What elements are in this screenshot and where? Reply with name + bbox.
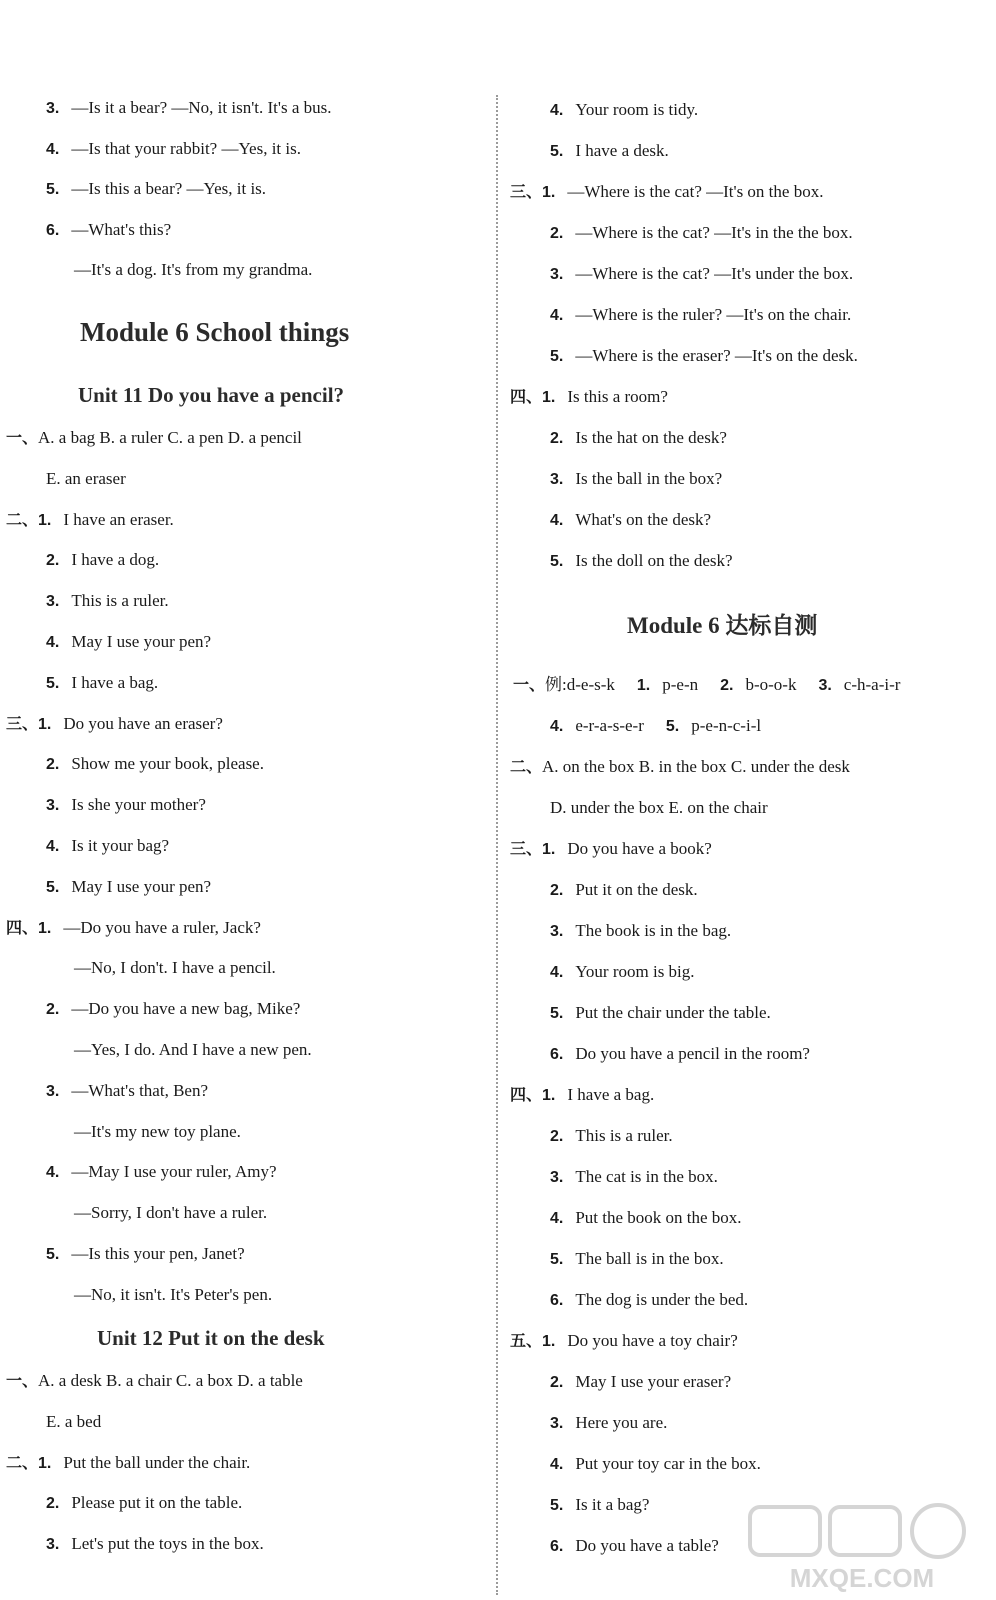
answer-row — [510, 181, 823, 204]
answer-text: —Where is the cat? —It's under the box. — [575, 264, 854, 283]
answer-row — [550, 1002, 771, 1025]
section-marker: 一、 — [6, 1371, 39, 1390]
item-number: 4. — [46, 838, 60, 855]
answer-text: E. a bed — [46, 1411, 102, 1431]
answer-row — [550, 140, 669, 163]
answer-text: —Where is the ruler? —It's on the chair. — [575, 305, 852, 324]
item-number: 1. — [542, 1087, 556, 1104]
answer-row — [550, 509, 711, 532]
answer-text: I have a bag. — [71, 672, 159, 692]
answer-text: —Yes, I do. And I have a new pen. — [74, 1040, 312, 1059]
answer-text: The ball is in the box. — [575, 1249, 724, 1268]
answer-text: Is she your mother? — [71, 795, 206, 815]
answer-row — [550, 1207, 742, 1230]
item-number: 4. — [550, 1210, 564, 1227]
item-number: 5. — [665, 718, 680, 735]
answer-text: —Do you have a ruler, Jack? — [63, 917, 261, 937]
answer-text: —What's this? — [71, 219, 172, 239]
item-number: 3. — [550, 923, 564, 940]
answer-row — [74, 1284, 272, 1306]
answer-row — [74, 1039, 312, 1061]
answer-text: May I use your pen? — [71, 876, 212, 896]
answer-text: Is the ball in the box? — [575, 469, 723, 488]
answer-row — [74, 259, 312, 281]
item-number: 4. — [46, 634, 60, 651]
item-number: 3. — [550, 266, 564, 283]
item-number: 2. — [46, 1001, 60, 1019]
item-number: 3. — [46, 593, 60, 611]
answer-text: I have a bag. — [567, 1085, 655, 1104]
answer-text: Do you have a book? — [567, 839, 712, 858]
answer-text: Do you have a toy chair? — [567, 1331, 738, 1350]
item-number: 3. — [46, 100, 60, 117]
spelled-word: p-e-n-c-i-l — [691, 716, 762, 735]
answer-text: Put the book on the box. — [575, 1208, 742, 1227]
answer-row — [550, 263, 853, 286]
answer-row — [46, 753, 264, 776]
answer-row — [46, 876, 211, 899]
spelled-word: b-o-o-k — [745, 675, 797, 694]
item-number: 4. — [550, 718, 564, 735]
answer-row — [550, 961, 695, 984]
section-marker: 一、 — [513, 675, 546, 694]
answer-row — [550, 99, 698, 122]
answer-row — [550, 427, 727, 450]
spelling-row-2 — [550, 715, 761, 738]
answer-text: —Where is the cat? —It's in the the box. — [575, 223, 853, 242]
answer-text: A. on the box B. in the box C. under the desk — [542, 757, 850, 776]
item-number: 2. — [46, 756, 60, 774]
answer-row — [550, 797, 768, 819]
item-number: 1. — [542, 389, 556, 406]
answer-text: This is a ruler. — [575, 1126, 673, 1145]
answer-row — [510, 1084, 654, 1107]
answer-text: —Is it a bear? —No, it isn't. It's a bus. — [71, 98, 332, 117]
answer-text: Do you have a pencil in the room? — [575, 1044, 810, 1063]
spelled-word: p-e-n — [662, 675, 699, 694]
answer-text: Do you have an eraser? — [63, 713, 223, 733]
item-number: 4. — [46, 140, 60, 158]
item-number: 5. — [550, 1005, 564, 1022]
section-marker: 三、 — [6, 713, 39, 733]
test-title: Module 6 达标自测 — [627, 613, 818, 638]
item-number: 2. — [46, 552, 60, 570]
item-number: 3. — [550, 1169, 564, 1186]
answer-text: —Is that your rabbit? —Yes, it is. — [71, 138, 301, 158]
answer-text: Do you have a table? — [575, 1536, 719, 1555]
section-marker: 四、 — [6, 917, 39, 937]
answer-row — [510, 756, 850, 778]
answer-text: The cat is in the box. — [575, 1167, 718, 1186]
answer-text: Is it a bag? — [575, 1495, 650, 1514]
answer-row — [550, 550, 733, 573]
answer-row — [74, 1121, 241, 1143]
item-number: 2. — [550, 882, 564, 899]
answer-text: I have a desk. — [575, 141, 669, 160]
answer-text: A. a desk B. a chair C. a box D. a table — [38, 1371, 303, 1390]
answer-row — [550, 920, 731, 943]
answer-text: —What's that, Ben? — [71, 1080, 209, 1100]
answer-text: The book is in the bag. — [575, 921, 732, 940]
item-number: 5. — [550, 348, 564, 365]
answer-row — [46, 1492, 242, 1515]
watermark-text: MXQE.COM — [789, 1563, 935, 1593]
item-number: 1. — [542, 184, 556, 201]
answer-row — [550, 1453, 761, 1476]
answer-text: —Where is the eraser? —It's on the desk. — [575, 346, 858, 365]
item-number: 5. — [46, 674, 60, 692]
answer-text: Let's put the toys in the box. — [71, 1534, 264, 1554]
module-title: Module 6 School things — [80, 317, 350, 347]
left-column — [0, 0, 480, 1600]
answer-row — [46, 1533, 264, 1556]
item-number: 5. — [550, 143, 564, 160]
answer-row — [74, 1202, 267, 1224]
answer-text: —Is this a bear? —Yes, it is. — [71, 179, 267, 198]
answer-text: —May I use your ruler, Amy? — [71, 1162, 277, 1182]
answer-text: I have a dog. — [71, 550, 160, 570]
item-number: 1. — [38, 715, 52, 733]
answer-row — [550, 1166, 718, 1189]
answer-text: The dog is under the bed. — [575, 1290, 749, 1309]
example-label: 例: — [545, 675, 567, 694]
item-number: 1. — [38, 1454, 52, 1472]
answer-row — [510, 386, 668, 409]
answer-row — [46, 468, 126, 490]
answer-row — [46, 1243, 245, 1266]
answer-row — [550, 468, 722, 491]
item-number: 2. — [550, 1374, 564, 1391]
example-word: d-e-s-k — [566, 675, 615, 694]
item-number: 3. — [46, 797, 60, 815]
answer-row — [6, 917, 261, 940]
answer-row — [6, 509, 174, 532]
answer-text: Is the doll on the desk? — [575, 551, 733, 570]
item-number: 6. — [550, 1292, 564, 1309]
item-number: 2. — [550, 430, 564, 447]
answer-row — [510, 838, 712, 861]
answer-text: —Sorry, I don't have a ruler. — [74, 1203, 268, 1223]
answer-row — [550, 222, 853, 245]
item-number: 5. — [46, 1246, 60, 1263]
item-number: 1. — [542, 1333, 556, 1350]
answer-text: May I use your eraser? — [575, 1372, 732, 1391]
answer-row — [6, 1452, 250, 1475]
item-number: 2. — [46, 1495, 60, 1513]
item-number: 5. — [550, 553, 564, 570]
section-marker: 三、 — [510, 182, 543, 201]
answer-text: Is this a room? — [567, 387, 668, 406]
answer-row — [46, 631, 211, 654]
section-marker: 二、 — [6, 1452, 39, 1472]
answer-row — [46, 998, 300, 1021]
item-number: 5. — [550, 1251, 564, 1268]
answer-text: —Where is the cat? —It's on the box. — [567, 182, 824, 201]
answer-text: This is a ruler. — [71, 591, 169, 611]
answer-row — [550, 1494, 649, 1517]
item-number: 3. — [550, 471, 564, 488]
item-number: 4. — [550, 307, 564, 324]
answer-text: A. a bag B. a ruler C. a pen D. a pencil — [38, 428, 302, 447]
answer-row — [510, 1330, 738, 1353]
right-column — [505, 0, 996, 1600]
watermark-logo — [742, 1501, 982, 1596]
item-number: 5. — [46, 181, 60, 198]
item-number: 2. — [550, 1128, 564, 1145]
answer-text: —It's a dog. It's from my grandma. — [74, 260, 313, 279]
answer-text: I have an eraser. — [63, 509, 174, 529]
answer-text: —No, it isn't. It's Peter's pen. — [74, 1284, 273, 1304]
answer-row — [74, 957, 276, 979]
answer-text: —No, I don't. I have a pencil. — [74, 958, 276, 978]
answer-row — [6, 1370, 303, 1392]
answer-row — [46, 178, 266, 201]
item-number: 4. — [550, 964, 564, 981]
answer-text: —Is this your pen, Janet? — [71, 1244, 245, 1263]
answer-row — [550, 345, 858, 368]
answer-row — [46, 549, 159, 572]
answer-row — [46, 1080, 208, 1103]
answer-row — [550, 1371, 731, 1394]
answer-row — [46, 97, 331, 120]
answer-row — [550, 1125, 673, 1148]
answer-row — [550, 879, 698, 902]
answer-text: D. under the box E. on the chair — [550, 798, 768, 817]
item-number: 4. — [550, 1456, 564, 1473]
answer-text: May I use your pen? — [71, 632, 212, 651]
item-number: 4. — [46, 1164, 60, 1182]
answer-row — [46, 1411, 101, 1433]
item-number: 5. — [550, 1497, 564, 1514]
item-number: 1. — [542, 841, 556, 858]
item-number: 4. — [550, 512, 564, 529]
answer-text: Show me your book, please. — [71, 754, 264, 774]
answer-text: What's on the desk? — [575, 510, 712, 529]
answer-text: Put your toy car in the box. — [575, 1454, 761, 1473]
answer-row — [46, 672, 158, 695]
answer-text: —Do you have a new bag, Mike? — [71, 999, 301, 1019]
answer-text: Put the ball under the chair. — [63, 1452, 251, 1472]
item-number: 3. — [46, 1082, 60, 1100]
answer-row — [550, 1043, 810, 1066]
item-number: 6. — [550, 1538, 564, 1555]
answer-row — [46, 835, 169, 858]
answer-text: Your room is tidy. — [575, 100, 699, 119]
answer-row — [46, 590, 169, 613]
item-number: 1. — [636, 677, 651, 694]
item-number: 2. — [720, 677, 734, 694]
answer-row — [550, 304, 851, 327]
section-marker: 三、 — [510, 839, 543, 858]
item-number: 3. — [818, 677, 832, 694]
item-number: 1. — [38, 919, 52, 937]
column-divider — [496, 95, 498, 1595]
answer-row — [550, 1412, 667, 1435]
answer-row — [6, 713, 223, 736]
unit12-title: Unit 12 Put it on the desk — [97, 1326, 325, 1350]
section-marker: 一、 — [6, 428, 39, 447]
answer-text: E. an eraser — [46, 468, 126, 488]
spelled-word: c-h-a-i-r — [843, 675, 901, 694]
answer-row — [6, 427, 302, 449]
answer-row — [46, 219, 171, 242]
section-marker: 二、 — [6, 509, 39, 529]
answer-row — [550, 1535, 719, 1558]
item-number: 6. — [46, 221, 60, 239]
section-marker: 四、 — [510, 387, 543, 406]
answer-row — [550, 1248, 724, 1271]
answer-text: Here you are. — [575, 1413, 668, 1432]
item-number: 6. — [550, 1046, 564, 1063]
answer-text: Your room is big. — [575, 962, 695, 981]
answer-text: Put it on the desk. — [575, 880, 698, 899]
answer-row — [46, 1161, 277, 1184]
item-number: 3. — [46, 1536, 60, 1554]
section-marker: 五、 — [510, 1331, 543, 1350]
answer-row — [46, 794, 206, 817]
answer-text: —It's my new toy plane. — [74, 1121, 241, 1141]
item-number: 5. — [46, 878, 60, 896]
answer-text: Is it your bag? — [71, 836, 170, 855]
unit11-title: Unit 11 Do you have a pencil? — [78, 383, 345, 407]
answer-text: Please put it on the table. — [71, 1493, 243, 1513]
answer-row — [46, 138, 301, 161]
item-number: 1. — [38, 511, 52, 529]
answer-text: Is the hat on the desk? — [575, 428, 727, 447]
spelling-row — [513, 674, 900, 697]
item-number: 3. — [550, 1415, 564, 1432]
answer-row — [550, 1289, 748, 1312]
answer-text: Put the chair under the table. — [575, 1003, 771, 1022]
item-number: 2. — [550, 225, 564, 242]
item-number: 4. — [550, 102, 564, 119]
section-marker: 二、 — [510, 757, 543, 776]
spelled-word: e-r-a-s-e-r — [575, 716, 644, 735]
section-marker: 四、 — [510, 1085, 543, 1104]
